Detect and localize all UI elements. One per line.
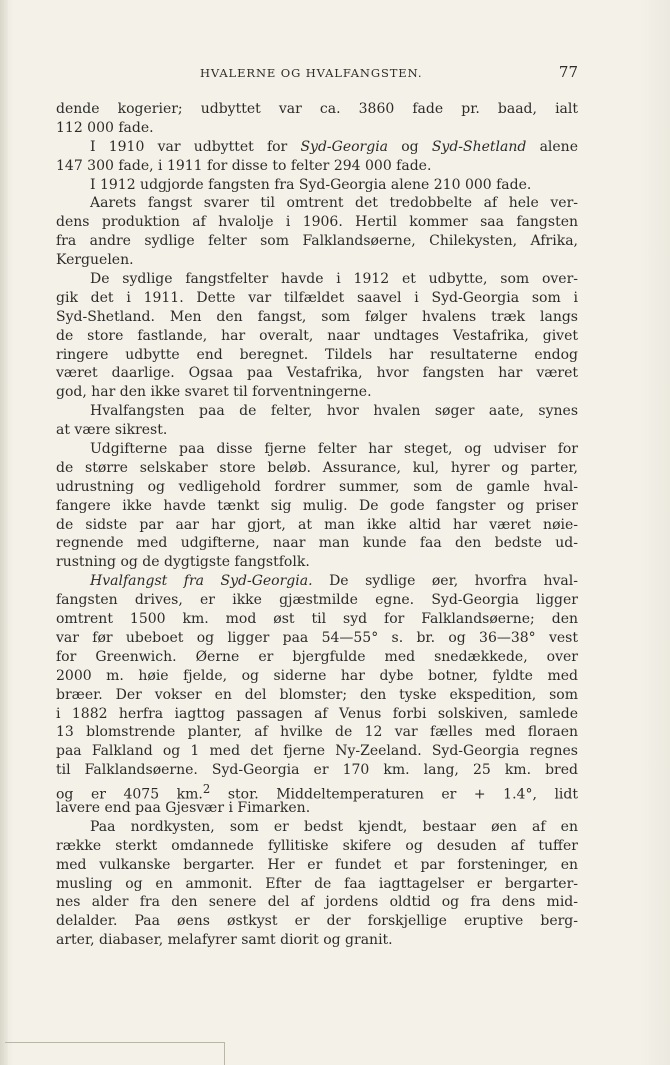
- text-line: nes alder fra den senere del af jordens oldtid og fra dens mid-: [56, 894, 578, 911]
- text-line: i 1882 herfra iagttog passagen af Venus forbi solskiven, samlede: [56, 705, 578, 722]
- page-gutter: [0, 0, 8, 1065]
- page-number: 77: [558, 63, 578, 81]
- text-line: omtrent 1500 km. mod øst til syd for Falklandsøerne; den: [56, 611, 578, 628]
- text-line: gik det i 1911. Dette var tilfældet saavel i Syd-Georgia som i: [56, 289, 578, 306]
- text-line: De sydlige fangstfelter havde i 1912 et udbytte, som over-: [90, 271, 578, 288]
- text-line: Syd-Shetland. Men den fangst, som følger hvalens træk langs: [56, 308, 578, 325]
- body-text: [56, 100, 578, 950]
- text-line: paa Falkland og 1 med det fjerne Ny-Zeeland. Syd-Georgia regnes: [56, 743, 578, 760]
- text-line: udrustning og vedligehold fordrer summer, som de gamle hval-: [56, 478, 578, 495]
- text-line: 2000 m. høie fjelde, og siderne har dybe botner, fyldte med: [56, 667, 578, 684]
- text-line: regnende med udgifterne, naar man kunde faa den bedste ud-: [56, 535, 578, 552]
- text-line: fangsten drives, er ikke gjæstmilde egne. Syd-Georgia ligger: [56, 592, 578, 609]
- text-line: række sterkt omdannede fyllitiske skifere og desuden af tuffer: [56, 837, 578, 854]
- text-line: fra andre sydlige felter som Falklandsøerne, Chilekysten, Afrika,: [56, 233, 578, 250]
- text-line: delalder. Paa øens østkyst er der forskjellige eruptive berg-: [56, 913, 578, 930]
- text-line: Kerguelen.: [56, 252, 134, 269]
- text-line: god, har den ikke svaret til forventningerne.: [56, 384, 372, 401]
- text-line: de større selskaber store beløb. Assurance, kul, hyrer og parter,: [56, 459, 578, 476]
- text-line: Paa nordkysten, som er bedst kjendt, bestaar øen af en: [90, 818, 578, 835]
- text-line: til Falklandsøerne. Syd-Georgia er 170 km. lang, 25 km. bred: [56, 762, 578, 779]
- text-line: 112 000 fade.: [56, 119, 154, 136]
- text-line: de store fastlande, har overalt, naar undtages Vestafrika, givet: [56, 327, 578, 344]
- superscript: 2: [202, 782, 211, 797]
- text-line: arter, diabaser, melafyrer samt diorit og granit.: [56, 932, 393, 949]
- text-line: for Greenwich. Øerne er bjergfulde med snedækkede, over: [56, 648, 578, 665]
- text-line: I 1912 udgjorde fangsten fra Syd-Georgia alene 210 000 fade.: [90, 176, 532, 193]
- scan-edge-mark: [224, 1042, 225, 1065]
- text-line: bræer. Der vokser en del blomster; den tyske ekspedition, som: [56, 686, 578, 703]
- text-line: været daarlige. Ogsaa paa Vestafrika, hvor fangsten har været: [56, 365, 578, 382]
- text-line: var før ubeboet og ligger paa 54—55° s. br. og 36—38° vest: [56, 629, 578, 646]
- running-title: HVALERNE OG HVALFANGSTEN.: [200, 66, 423, 80]
- section-heading-italic: Hvalfangst fra Syd-Georgia.: [90, 573, 313, 590]
- text-line: Hvalfangsten paa de felter, hvor hvalen søger aate, synes: [90, 403, 578, 420]
- text-line: Hvalfangst fra Syd-Georgia. De sydlige øer, hvorfra hval-: [90, 573, 578, 590]
- text-line: musling og en ammonit. Efter de faa iagttagelser er bergarter-: [56, 875, 578, 892]
- place-name-italic: Syd-Georgia: [300, 138, 389, 155]
- text-line: at være sikrest.: [56, 422, 168, 439]
- text-line: Aarets fangst svarer til omtrent det tredobbelte af hele ver-: [90, 195, 578, 212]
- text-line: fangere ikke havde tænkt sig mulig. De gode fangster og priser: [56, 497, 578, 514]
- text-line: Udgifterne paa disse fjerne felter har steget, og udviser for: [90, 441, 578, 458]
- text-line: dende kogerier; udbyttet var ca. 3860 fade pr. baad, ialt: [56, 101, 578, 117]
- place-name-italic: Syd-Shetland: [431, 138, 527, 155]
- text-line: I 1910 var udbyttet for Syd-Georgia og Syd-Shetland alene: [90, 138, 578, 155]
- text-line: dens produktion af hvalolje i 1906. Hertil kommer saa fangsten: [56, 214, 578, 231]
- text-line: rustning og de dygtigste fangstfolk.: [56, 554, 310, 571]
- text-line: 13 blomstrende planter, af hvilke de 12 var fælles med floraen: [56, 724, 578, 741]
- text-line: med vulkanske bergarter. Her er fundet et par forsteninger, en: [56, 856, 578, 873]
- text-line: 147 300 fade, i 1911 for disse to felter 294 000 fade.: [56, 157, 432, 174]
- text-line: og er 4075 km.$^2$ stor. Middeltemperaturen er + 1.4°, lidt: [56, 782, 578, 803]
- text-line: lavere end paa Gjesvær i Fimarken.: [56, 799, 311, 816]
- page-header: [56, 63, 578, 86]
- text-line: de sidste par aar har gjort, at man ikke altid har været nøie-: [56, 516, 578, 533]
- text-line: ringere udbytte end beregnet. Tildels har resultaterne endog: [56, 346, 578, 363]
- scan-edge-mark: [5, 1042, 225, 1043]
